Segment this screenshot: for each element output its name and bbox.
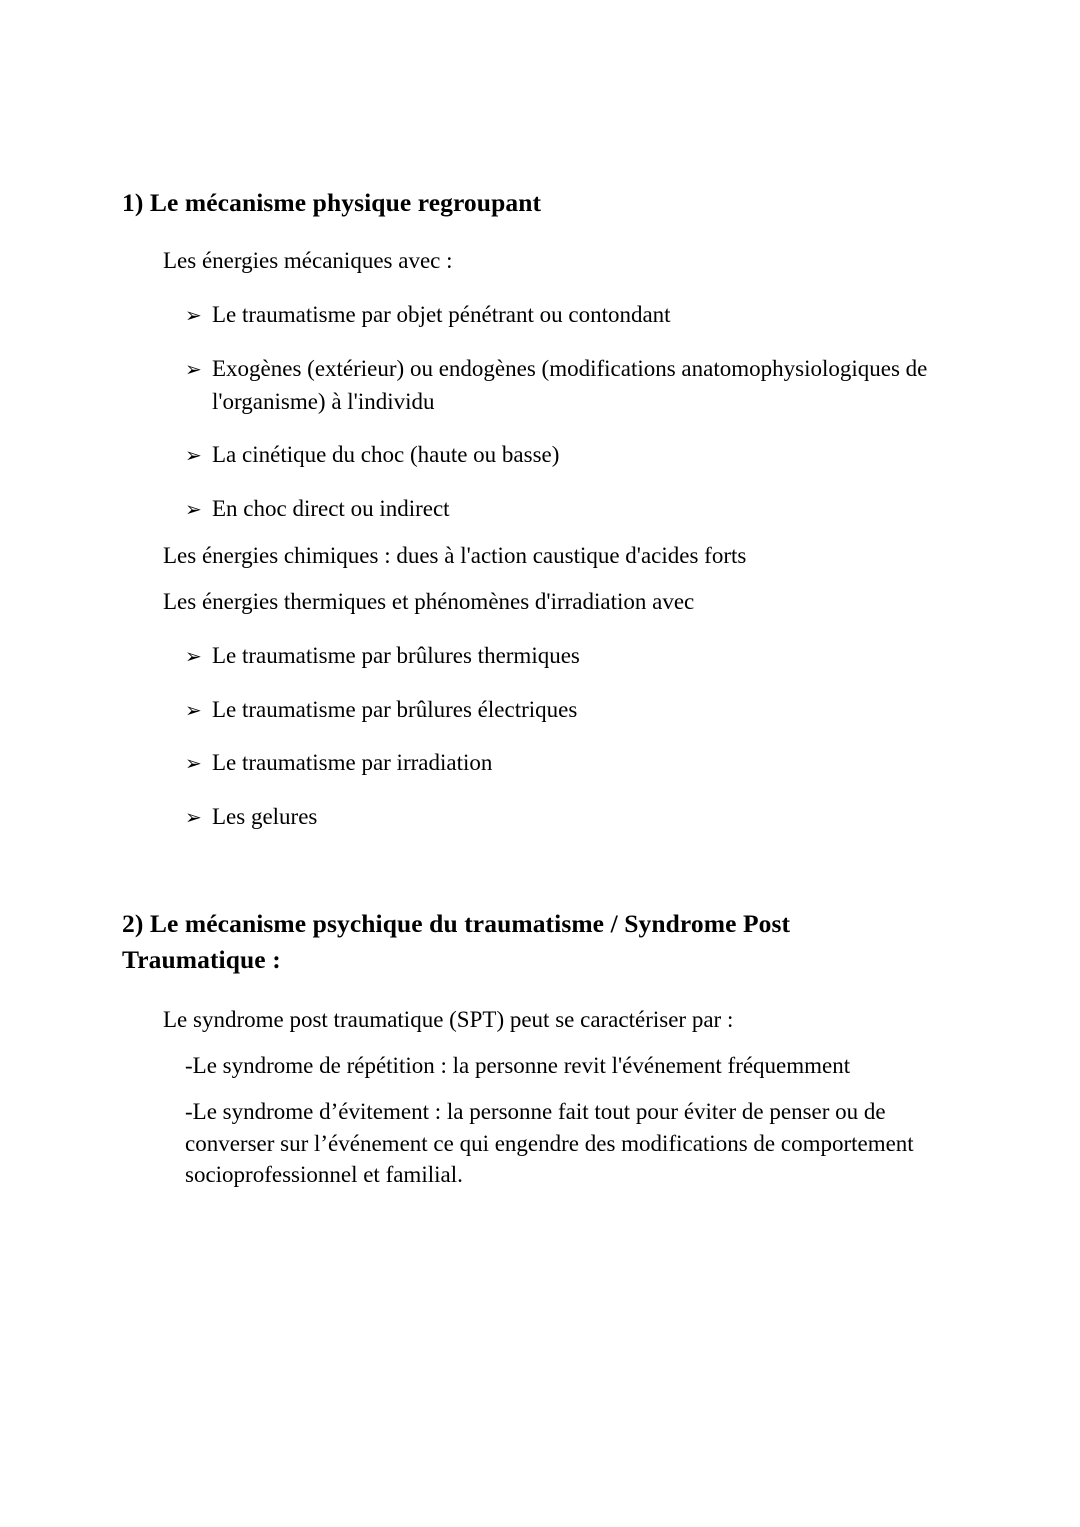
section-1-thermal-energies: Les énergies thermiques et phénomènes d'irradiation avec: [163, 588, 695, 614]
arrow-bullet-icon: ➢: [185, 644, 202, 669]
arrow-bullet-icon: ➢: [185, 443, 202, 468]
list-item-label: Les gelures: [212, 804, 318, 830]
arrow-bullet-icon: ➢: [185, 497, 202, 522]
list-item: [185, 493, 977, 526]
list-item-label: Le traumatisme par brûlures thermiques: [212, 643, 580, 669]
arrow-bullet-icon: ➢: [185, 805, 202, 830]
list-item-label: Le traumatisme par irradiation: [212, 750, 493, 776]
arrow-bullet-icon: ➢: [185, 303, 202, 328]
section-2-intro: Le syndrome post traumatique (SPT) peut se caractériser par :: [163, 1007, 734, 1033]
list-item-label: Le traumatisme par objet pénétrant ou contondant: [212, 302, 671, 328]
list-item-label: En choc direct ou indirect: [212, 496, 450, 522]
section-2-heading: 2) Le mécanisme psychique du traumatisme / Syndrome Post Traumatique :: [122, 908, 791, 974]
list-item: -Le syndrome de répétition : la personne revit l'événement fréquemment: [185, 1053, 851, 1079]
list-item: [185, 640, 977, 673]
section-1-heading: 1) Le mécanisme physique regroupant: [122, 188, 542, 217]
list-item-label: La cinétique du choc (haute ou basse): [212, 442, 560, 468]
list-item: -Le syndrome d’évitement : la personne fait tout pour éviter de penser ou de converser sur l’événement ce qui engendre des modifications de comportement socioprofessionnel et familial.: [185, 1099, 914, 1188]
section-1-chemical-energies: Les énergies chimiques : dues à l'action caustique d'acides forts: [163, 542, 747, 568]
list-item: [185, 353, 977, 418]
list-item-label: Exogènes (extérieur) ou endogènes (modifications anatomophysiologiques de l'organisme) à l'individu: [212, 356, 928, 414]
section-1-intro: Les énergies mécaniques avec :: [163, 248, 453, 274]
list-item: [185, 439, 977, 472]
arrow-bullet-icon: ➢: [185, 751, 202, 776]
list-item: [185, 299, 977, 332]
document-body: [122, 185, 952, 1191]
list-item: [185, 747, 977, 780]
list-item-label: Le traumatisme par brûlures électriques: [212, 696, 578, 722]
arrow-bullet-icon: ➢: [185, 697, 202, 722]
arrow-bullet-icon: ➢: [185, 357, 202, 382]
list-item: [185, 694, 977, 727]
list-item: [185, 801, 977, 834]
